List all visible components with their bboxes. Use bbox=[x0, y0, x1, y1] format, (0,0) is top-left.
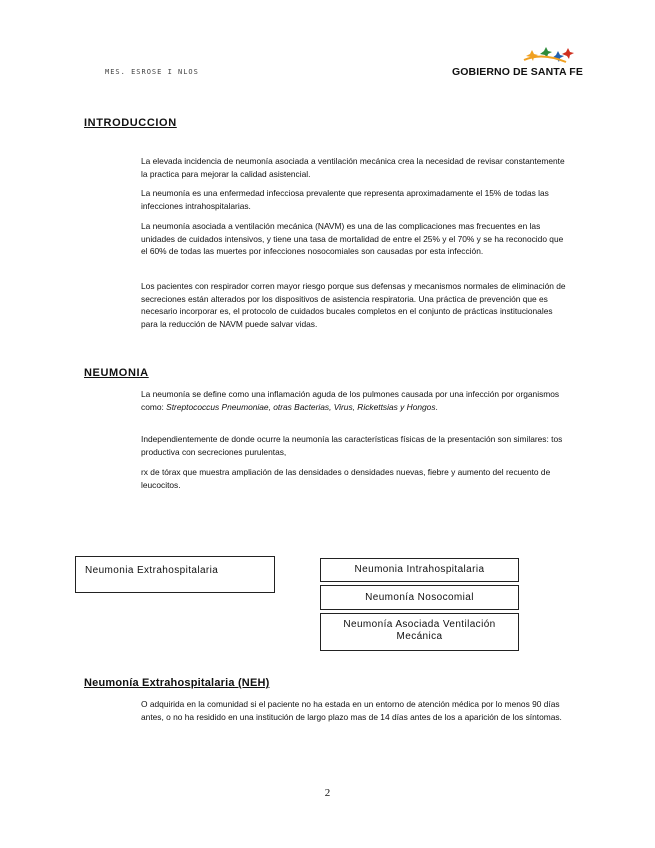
neumonia-paragraph-2: Independientemente de donde ocurre la neumonía las características físicas de la presentación son similares: tos productiva con secreciones purulentas, bbox=[141, 434, 563, 457]
neh-paragraph-1: O adquirida en la comunidad si el paciente no ha estada en un entorno de atención médica por lo menos 90 días antes, o no ha residido en una institución de largo plazo mas de 14 días antes de los a aparición de los síntomas. bbox=[141, 699, 562, 722]
neh-heading: Neumonía Extrahospitalaria (NEH) bbox=[84, 677, 270, 689]
neumonia-paragraph-1 bbox=[141, 388, 569, 413]
logo-text: GOBIERNO DE SANTA FE bbox=[452, 66, 583, 78]
neumonia-heading: NEUMONIA bbox=[84, 367, 149, 379]
intro-paragraph-1: La elevada incidencia de neumonía asociada a ventilación mecánica crea la necesidad de revisar constantemente la practica para mejorar la calidad asistencial. bbox=[141, 156, 565, 179]
neumonia-p1-end: . bbox=[435, 401, 438, 412]
box-asociada-ventilacion: Neumonía Asociada Ventilación Mecánica bbox=[320, 613, 519, 651]
intro-paragraph-2: La neumonía es una enfermedad infecciosa prevalente que representa aproximadamente el 15% de todas las infecciones intrahospitalarias. bbox=[141, 188, 549, 211]
box-intrahospitalaria: Neumonia Intrahospitalaria bbox=[320, 558, 519, 582]
header-reference-text: MES. ESROSE I NLOS bbox=[105, 68, 199, 76]
intro-heading: INTRODUCCION bbox=[84, 117, 177, 129]
box-nosocomial: Neumonía Nosocomial bbox=[320, 585, 519, 610]
neumonia-p1-organisms: Streptococcus Pneumoniae, otras Bacterias, Virus, Rickettsias y Hongos bbox=[166, 401, 436, 412]
government-logo bbox=[452, 46, 592, 80]
intro-paragraph-4: Los pacientes con respirador corren mayor riesgo porque sus defensas y mecanismos normales de eliminación de secreciones están alterados por los dispositivos de asistencia respiratoria. Una práctica de prevención que es necesario incorporar es, el protocolo de cuidados bucales completos en el conjunto de prácticas institucionales para la reducción de NAVM puede salvar vidas. bbox=[141, 281, 566, 329]
intro-paragraph-3: La neumonía asociada a ventilación mecánica (NAVM) es una de las complicaciones mas frecuentes en las unidades de cuidados intensivos, y tiene una tasa de mortalidad de entre el 25% y el 70% y se ha reconocido que el 60% de todas las muertes por infecciones nosocomiales son causadas por esta infección. bbox=[141, 221, 564, 256]
page-number: 2 bbox=[324, 787, 331, 799]
neumonia-p1-start: La neumonía se define como una inflamación aguda de los pulmones causada por una infección por organismos como: bbox=[141, 389, 560, 412]
neumonia-paragraph-3: rx de tórax que muestra ampliación de las densidades o densidades nuevas, fiebre y aumento del recuento de leucocitos. bbox=[141, 467, 551, 490]
box-extrahospitalaria: Neumonia Extrahospitalaria bbox=[75, 556, 275, 593]
